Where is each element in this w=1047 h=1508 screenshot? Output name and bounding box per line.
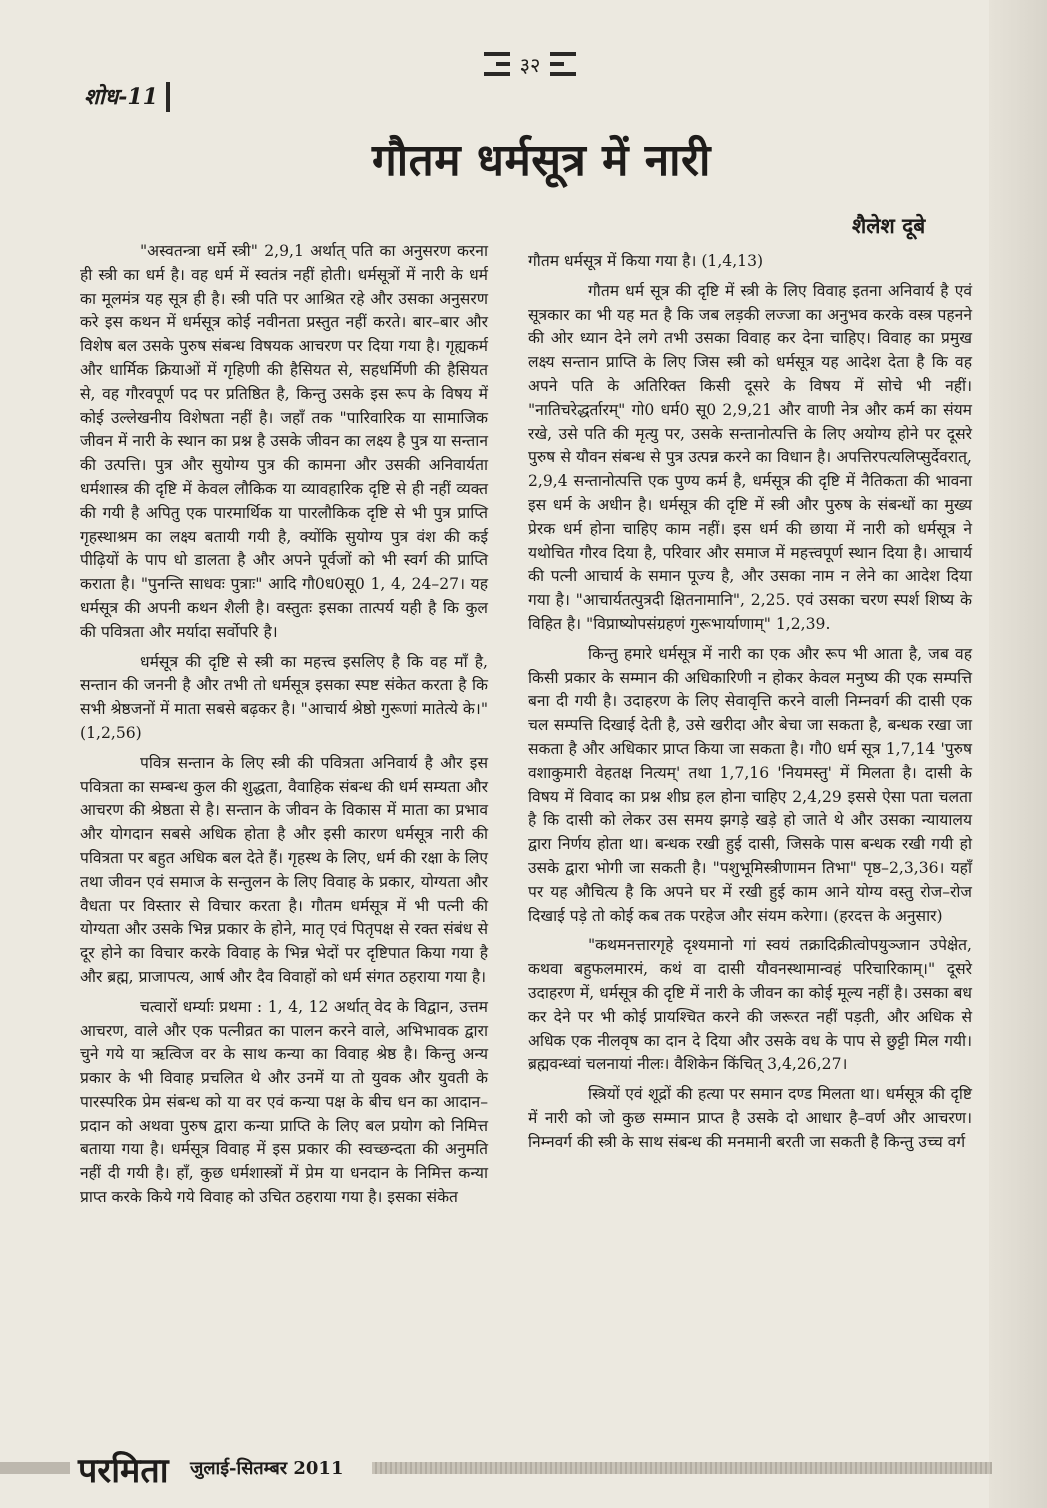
paragraph: स्त्रियों एवं शूद्रों की हत्या पर समान दण्ड मिलता था। धर्मसूत्र की दृष्टि में नारी को जो कुछ सम्मान प्राप्त है उसके दो आधार है–वर्ण और आचरण। निम्नवर्ग की स्त्री के साथ संबन्ध की मनमानी बरती जा सकती है किन्तु उच्च वर्ग [528,1085,972,1151]
paragraph: "कथमनत्तारगृहे दृश्यमानो गां स्वयं तक्रादिक्रीत्वोपयुञ्जान उपेक्षेत, कथवा बहुफलमारमं, कथं वा दासी यौवनस्थामान्वहं परिचारिकाम्।" दूसरे उदाहरण में, धर्मसूत्र की दृष्टि में नारी के जीवन का कोई मूल्य नहीं है। उसका बध कर देने पर भी कोई प्रायश्चित करने की जरूरत नहीं पड़ती, और अधिक से अधिक एक नीलवृष का दान दे दिया और उसके वध के पाप से छुट्टी मिल गयी। ब्रह्मवन्ध्वां चलनायां नीलः। वैशिकेन किंचित् 3,4,26,27। [528,936,972,1074]
section-label: शोध-11 [84,82,170,112]
footer [0,1446,1047,1491]
page-number: ३२ [519,52,541,77]
paragraph: "अस्वतन्त्रा धर्मे स्त्री" 2,9,1 अर्थात् पति का अनुसरण करना ही स्त्री का धर्म है। वह धर्म में स्वतंत्र नहीं होती। धर्मसूत्रों में नारी के धर्म का मूलमंत्र यह सूत्र ही है। स्त्री पति पर आश्रित रहे और उसका अनुसरण करे इस कथन में धर्मसूत्र कोई नवीनता प्रस्तुत नहीं करते। बार–बार और विशेष बल उसके पुरुष संबन्ध विषयक आचरण पर दिया गया है। गृह्यकर्म और धार्मिक क्रियाओं में गृहिणी की हैसियत से, सहधर्मिणी की हैसियत से, वह गौरवपूर्ण पद पर प्रतिष्ठित है, किन्तु उसके इस रूप के विषय में कोई उल्लेखनीय विशेषता नहीं है। जहाँ तक "पारिवारिक या सामाजिक जीवन में नारी के स्थान का प्रश्न है उसके जीवन का लक्ष्य है पुत्र या सन्तान की उत्पत्ति। पुत्र और सुयोग्य पुत्र की कामना और उसकी अनिवार्यता धर्मशास्त्र की दृष्टि में केवल लौकिक या व्यावहारिक दृष्टि से ही नहीं व्यक्त की गयी है अपितु एक पारमार्थिक या पारलौकिक दृष्टि से भी पुत्र प्राप्ति गृहस्थाश्रम का लक्ष्य बतायी गयी है, क्योंकि सुयोग्य पुत्र वंश की कई पीढ़ियों के पाप धो डालता है और अपने पूर्वजों को भी स्वर्ग की प्राप्ति कराता है। "पुनन्ति साधवः पुत्राः" आदि गौ0ध0सू0 1, 4, 24–27। यह धर्मसूत्र की अपनी कथन शैली है। वस्तुतः इसका तात्पर्य यही है कि कुल की पवित्रता और मर्यादा सर्वोपरि है। [80,242,488,641]
footer-rule [372,1462,992,1474]
issue-date: जुलाई-सितम्बर 2011 [190,1458,344,1479]
paragraph: धर्मसूत्र की दृष्टि से स्त्री का महत्त्व इसलिए है कि वह माँ है, सन्तान की जननी है और तभी तो धर्मसूत्र इसका स्पष्ट संकेत करता है कि सभी श्रेष्ठजनों में माता सबसे बढ़कर है। "आचार्य श्रेष्ठो गुरूणां मातेत्ये के।" (1,2,56) [80,652,488,742]
page-number-ornament [470,34,590,94]
paragraph: किन्तु हमारे धर्मसूत्र में नारी का एक और रूप भी आता है, जब वह किसी प्रकार के सम्मान की अधिकारिणी न होकर केवल मनुष्य की एक सम्पत्ति बना दी गयी है। उदाहरण के लिए सेवावृत्ति करने वाली निम्नवर्ग की दासी एक चल सम्पत्ति दिखाई देती है, उसे खरीदा और बेचा जा सकता है, बन्धक रखा जा सकता है और अधिकार प्राप्त किया जा सकता है। गौ0 धर्म सूत्र 1,7,14 'पुरुष वशाकुमारी वेहतक्ष नित्यम्' तथा 1,7,16 'नियमस्तु' में मिलता है। दासी के विषय में विवाद का प्रश्न शीघ्र हल होना चाहिए 2,4,29 इससे ऐसा पता चलता है कि दासी को लेकर उस समय झगड़े खड़े हो जाते थे और उसका न्यायालय द्वारा निर्णय होता था। बन्धक रखी हुई दासी, जिसके पास बन्धक रखी गयी हो उसके द्वारा भोगी जा सकती है। "पशुभूमिस्त्रीणामन तिभा" पृष्ठ–2,3,36। यहाँ पर यह औचित्य है कि अपने घर में रखी हुई काम आने योग्य वस्तु रोज–रोज दिखाई पड़े तो कोई कब तक परहेज और संयम करेगा। (हरदत्त के अनुसार) [528,644,972,925]
paragraph: गौतम धर्म सूत्र की दृष्टि में स्त्री के लिए विवाह इतना अनिवार्य है एवं सूत्रकार का भी यह मत है कि जब लड़की लज्जा का अनुभव करके वस्त्र पहनने की ओर ध्यान देने लगे तभी उसका विवाह कर देना चाहिए। विवाह का प्रमुख लक्ष्य सन्तान प्राप्ति के लिए जिस स्त्री को धर्मसूत्र यह आदेश देता है कि वह अपने पति के अतिरिक्त किसी दूसरे के विषय में सोचे भी नहीं। "नातिचरेद्धर्तारम्" गो0 धर्म0 सू0 2,9,21 और वाणी नेत्र और कर्म का संयम रखे, उसे पति की मृत्यु पर, उसके सन्तानोत्पत्ति के लिए अयोग्य होने पर दूसरे पुरुष से यौवन संबन्ध से पुत्र उत्पन्न करने का विधान है। अपत्तिरपत्यलिप्सुर्देवरात्, 2,9,4 सन्तानोत्पत्ति एक पुण्य कर्म है, धर्मसूत्र की दृष्टि में नैतिकता की भावना इस धर्म के अधीन है। धर्मसूत्र की दृष्टि में स्त्री और पुरुष के संबन्धों का मुख्य प्रेरक धर्म होना चाहिए काम नहीं। इस धर्म की छाया में नारी को धर्मसूत्र ने यथोचित गौरव दिया है, परिवार और समाज में महत्त्वपूर्ण स्थान दिया है। आचार्य की पत्नी आचार्य के समान पूज्य है, और उसका नाम न लेने का आदेश दिया गया है। "आचार्यतत्पुत्रदी क्षितनामानि", 2,25. एवं उसका चरण स्पर्श शिष्य के विहित है। "विप्राष्योपसंग्रहणं गुरूभार्याणाम्" 1,2,39. [528,281,972,633]
left-ornament [484,52,510,76]
magazine-logo: परमिता [78,1451,169,1491]
footer-rule [0,1462,70,1474]
paragraph: चत्वारों धर्म्याः प्रथमा : 1, 4, 12 अर्थात् वेद के विद्वान, उत्तम आचरण, वाले और एक पत्नीव्रत का पालन करने वाले, अभिभावक द्वारा चुने गये या ऋत्विज वर के साथ कन्या का विवाह श्रेष्ठ है। किन्तु अन्य प्रकार के भी विवाह प्रचलित थे और उनमें या तो युवक और युवती के पारस्परिक प्रेम संबन्ध को या वर एवं कन्या पक्ष के बीच धन का आदान–प्रदान को अथवा पुरुष द्वारा कन्या प्राप्ति के लिए बल प्रयोग को निमित्त बताया गया है। धर्मसूत्र विवाह में इस प्रकार की स्वच्छन्दता की अनुमति नहीं दी गयी है। हाँ, कुछ धर्मशास्त्रों में प्रेम या धनदान के निमित्त कन्या प्राप्त करके किये गये विवाह को उचित ठहराया गया है। इसका संकेत [80,997,488,1207]
paragraph: पवित्र सन्तान के लिए स्त्री की पवित्रता अनिवार्य है और इस पवित्रता का सम्बन्ध कुल की शुद्धता, वैवाहिक संबन्ध की धर्म सम्यता और आचरण की श्रेष्ठता से है। सन्तान के जीवन के विकास में माता का प्रभाव और योगदान सबसे अधिक होता है और इसी कारण धर्मसूत्र नारी की पवित्रता पर बहुत अधिक बल देते हैं। गृहस्थ के लिए, धर्म की रक्षा के लिए तथा जीवन एवं समाज के सन्तुलन के लिए विवाह के प्रकार, योग्यता और वैधता पर विस्तार से विचार करता है। गौतम धर्मसूत्र में भी पत्नी की योग्यता और उसके भिन्न प्रकार के होने, मातृ एवं पितृपक्ष से रक्त संबंध से दूर होने का विचार करके विवाह के भिन्न भेदों पर दृष्टिपात किया गया है और ब्रह्म, प्राजापत्य, आर्ष और दैव विवाहों को धर्म संगत ठहराया गया है। [80,753,488,986]
page-edge [989,0,1047,1508]
paragraph: गौतम धर्मसूत्र में किया गया है। (1,4,13) [528,252,764,270]
article-title: गौतम धर्मसूत्र में नारी [372,135,711,186]
right-ornament [550,52,576,76]
left-column [80,240,488,1216]
right-column [528,250,972,1160]
author-name: शैलेश दूबे [852,213,926,238]
